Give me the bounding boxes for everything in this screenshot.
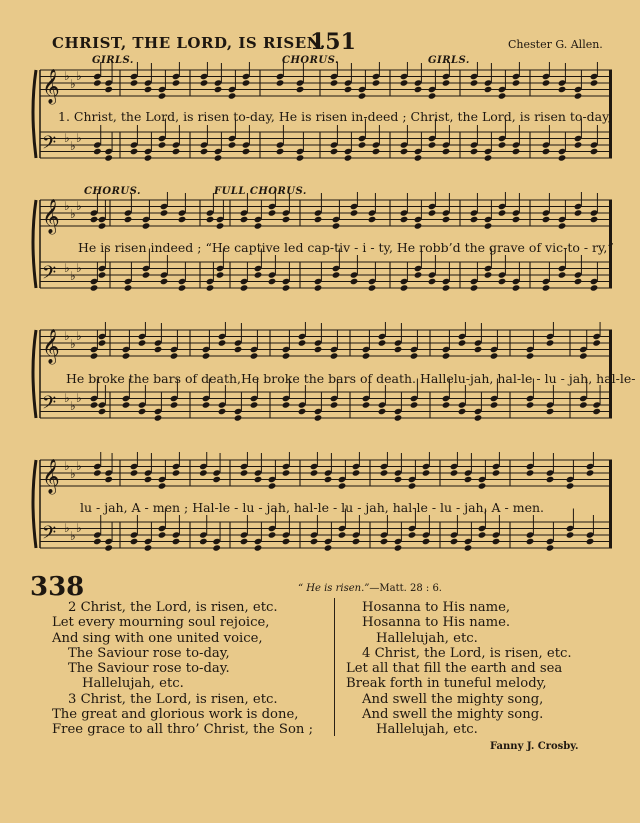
- note-head: [542, 79, 551, 86]
- note-head: [526, 401, 535, 408]
- note-head: [93, 469, 102, 476]
- note-head: [484, 86, 493, 93]
- note-head: [268, 531, 277, 538]
- note-head: [410, 352, 419, 359]
- note-head: [242, 79, 251, 86]
- note-head: [282, 401, 291, 408]
- note-head: [142, 271, 151, 278]
- note-head: [202, 352, 211, 359]
- note-head: [93, 538, 102, 545]
- note-head: [104, 86, 113, 93]
- note-head: [542, 284, 551, 291]
- note-head: [250, 401, 259, 408]
- note-head: [350, 209, 359, 216]
- note-head: [144, 544, 153, 551]
- note-head: [542, 148, 551, 155]
- note-head: [332, 222, 341, 229]
- note-head: [546, 476, 555, 483]
- note-head: [172, 148, 181, 155]
- note-head: [378, 339, 387, 346]
- flat-sign: ♭: [64, 459, 70, 473]
- note-head: [586, 469, 595, 476]
- note-head: [104, 476, 113, 483]
- direction-girls: GIRLS.: [428, 55, 470, 66]
- lyric-line-4: lu - jah, A - men ; Hal-le - lu - jah, hal-le - lu - jah, hal-le - lu - jah, A - men.: [80, 500, 545, 515]
- verse-line: Hallelujah, etc.: [376, 722, 478, 738]
- note-head: [590, 216, 599, 223]
- verse-line: And swell the mighty song.: [362, 707, 544, 723]
- note-head: [408, 531, 417, 538]
- note-head: [206, 284, 215, 291]
- note-head: [228, 141, 237, 148]
- note-head: [478, 531, 487, 538]
- note-head: [490, 401, 499, 408]
- note-head: [442, 79, 451, 86]
- note-head: [138, 408, 147, 415]
- note-head: [254, 544, 263, 551]
- note-head: [428, 209, 437, 216]
- note-head: [492, 538, 501, 545]
- note-head: [276, 79, 285, 86]
- note-head: [362, 352, 371, 359]
- note-head: [330, 401, 339, 408]
- flat-sign: ♭: [64, 391, 70, 405]
- flat-sign: ♭: [64, 199, 70, 213]
- note-head: [170, 352, 179, 359]
- flat-sign: ♭: [76, 391, 82, 405]
- reference-quote: “ He is risen.”: [298, 583, 370, 594]
- note-head: [498, 209, 507, 216]
- note-head: [566, 531, 575, 538]
- note-head: [414, 222, 423, 229]
- note-head: [144, 86, 153, 93]
- note-head: [240, 284, 249, 291]
- note-head: [254, 476, 263, 483]
- note-head: [358, 141, 367, 148]
- bass-clef: 𝄢: [42, 263, 57, 288]
- flat-sign: ♭: [76, 199, 82, 213]
- flat-sign: ♭: [64, 329, 70, 343]
- note-head: [484, 271, 493, 278]
- treble-clef: 𝄞: [42, 69, 60, 104]
- note-head: [330, 79, 339, 86]
- final-bar: [609, 460, 612, 548]
- note-head: [394, 476, 403, 483]
- note-head: [90, 216, 99, 223]
- note-head: [490, 352, 499, 359]
- flat-sign: ♭: [76, 131, 82, 145]
- note-head: [240, 216, 249, 223]
- note-head: [344, 86, 353, 93]
- note-head: [254, 271, 263, 278]
- note-head: [394, 346, 403, 353]
- flat-sign: ♭: [70, 269, 76, 283]
- flat-sign: ♭: [64, 521, 70, 535]
- note-head: [104, 544, 113, 551]
- verse-line: 2 Christ, the Lord, is risen, etc.: [68, 600, 278, 615]
- flat-sign: ♭: [70, 529, 76, 543]
- note-head: [93, 148, 102, 155]
- note-head: [90, 352, 99, 359]
- verse-line: And sing with one united voice,: [52, 630, 263, 646]
- note-head: [214, 154, 223, 161]
- note-head: [474, 414, 483, 421]
- note-head: [298, 339, 307, 346]
- system-brace: [33, 330, 36, 418]
- note-head: [314, 284, 323, 291]
- note-head: [268, 278, 277, 285]
- verse-line: Hosanna to His name.: [362, 615, 511, 631]
- flat-sign: ♭: [76, 261, 82, 275]
- note-head: [218, 339, 227, 346]
- flat-sign: ♭: [64, 69, 70, 83]
- note-head: [512, 284, 521, 291]
- verses-left-column: [52, 600, 313, 738]
- note-head: [470, 148, 479, 155]
- note-head: [276, 148, 285, 155]
- verse-line: And swell the mighty song,: [362, 691, 544, 707]
- note-head: [470, 216, 479, 223]
- note-head: [574, 141, 583, 148]
- bass-clef: 𝄢: [42, 393, 57, 418]
- note-head: [498, 141, 507, 148]
- note-head: [298, 408, 307, 415]
- note-head: [442, 352, 451, 359]
- note-head: [428, 278, 437, 285]
- note-head: [512, 216, 521, 223]
- note-head: [450, 469, 459, 476]
- flat-sign: ♭: [76, 329, 82, 343]
- note-head: [268, 482, 277, 489]
- note-head: [464, 544, 473, 551]
- note-head: [158, 531, 167, 538]
- flat-sign: ♭: [70, 399, 76, 413]
- note-head: [414, 86, 423, 93]
- note-head: [590, 284, 599, 291]
- flat-sign: ♭: [70, 467, 76, 481]
- lyric-line-3: He broke the bars of death,He broke the bars of death. Hallelu-jah, hal-le - lu - jah, hal-le-: [66, 371, 636, 386]
- verse-line: Let all that fill the earth and sea: [346, 661, 563, 677]
- note-head: [170, 401, 179, 408]
- note-head: [178, 216, 187, 223]
- note-head: [542, 216, 551, 223]
- note-head: [344, 154, 353, 161]
- note-head: [566, 482, 575, 489]
- note-head: [442, 401, 451, 408]
- note-head: [400, 284, 409, 291]
- note-head: [240, 538, 249, 545]
- direction-chorus: CHORUS.: [282, 55, 339, 66]
- verse-line: Let every mourning soul rejoice,: [52, 615, 270, 631]
- note-head: [172, 469, 181, 476]
- note-head: [474, 346, 483, 353]
- note-head: [282, 469, 291, 476]
- note-head: [546, 544, 555, 551]
- reference-source: —Matt. 28 : 6.: [369, 583, 442, 594]
- note-head: [282, 538, 291, 545]
- note-head: [160, 278, 169, 285]
- note-head: [240, 469, 249, 476]
- verse-line: Hallelujah, etc.: [82, 676, 184, 692]
- note-head: [158, 141, 167, 148]
- note-head: [160, 209, 169, 216]
- note-head: [546, 339, 555, 346]
- flat-sign: ♭: [76, 459, 82, 473]
- note-head: [498, 92, 507, 99]
- note-head: [254, 222, 263, 229]
- verse-line: The Saviour rose to-day.: [68, 661, 230, 677]
- note-head: [144, 476, 153, 483]
- note-head: [154, 414, 163, 421]
- note-head: [362, 401, 371, 408]
- note-head: [470, 79, 479, 86]
- note-head: [408, 482, 417, 489]
- verse-line: 4 Christ, the Lord, is risen, etc.: [362, 645, 572, 661]
- note-head: [400, 148, 409, 155]
- note-head: [268, 209, 277, 216]
- note-head: [154, 346, 163, 353]
- note-head: [558, 271, 567, 278]
- bass-clef: 𝄢: [42, 523, 57, 548]
- note-head: [526, 469, 535, 476]
- note-head: [512, 148, 521, 155]
- note-head: [368, 216, 377, 223]
- note-head: [138, 339, 147, 346]
- column-divider: [334, 598, 335, 736]
- note-head: [378, 408, 387, 415]
- note-head: [512, 79, 521, 86]
- note-head: [234, 414, 243, 421]
- note-head: [470, 284, 479, 291]
- note-head: [380, 538, 389, 545]
- note-head: [98, 408, 107, 415]
- note-head: [296, 154, 305, 161]
- note-head: [498, 278, 507, 285]
- note-head: [428, 92, 437, 99]
- note-head: [380, 469, 389, 476]
- verse-line: Hallelujah, etc.: [376, 630, 478, 646]
- treble-clef: 𝄞: [42, 199, 60, 234]
- note-head: [492, 469, 501, 476]
- note-head: [178, 284, 187, 291]
- note-head: [574, 209, 583, 216]
- note-head: [199, 469, 208, 476]
- note-head: [592, 339, 601, 346]
- note-head: [574, 278, 583, 285]
- note-head: [410, 401, 419, 408]
- note-head: [314, 216, 323, 223]
- note-head: [400, 79, 409, 86]
- note-head: [93, 79, 102, 86]
- note-head: [172, 79, 181, 86]
- note-head: [574, 92, 583, 99]
- note-head: [590, 148, 599, 155]
- note-head: [442, 284, 451, 291]
- note-head: [98, 271, 107, 278]
- system-brace: [33, 200, 36, 288]
- note-head: [368, 284, 377, 291]
- note-head: [130, 538, 139, 545]
- flat-sign: ♭: [70, 337, 76, 351]
- note-head: [216, 271, 225, 278]
- flat-sign: ♭: [64, 131, 70, 145]
- note-head: [526, 352, 535, 359]
- note-head: [352, 538, 361, 545]
- note-head: [579, 352, 588, 359]
- note-head: [478, 482, 487, 489]
- note-head: [98, 222, 107, 229]
- note-head: [324, 544, 333, 551]
- verse-line: Break forth in tuneful melody,: [346, 676, 547, 692]
- note-head: [372, 79, 381, 86]
- scripture-reference: [298, 583, 442, 594]
- note-head: [526, 538, 535, 545]
- composer-credit: Chester G. Allen.: [508, 38, 603, 51]
- note-head: [400, 216, 409, 223]
- note-head: [330, 148, 339, 155]
- note-head: [330, 352, 339, 359]
- note-head: [332, 271, 341, 278]
- note-head: [214, 86, 223, 93]
- note-head: [90, 284, 99, 291]
- note-head: [212, 476, 221, 483]
- note-head: [200, 148, 209, 155]
- note-head: [122, 352, 131, 359]
- note-head: [428, 141, 437, 148]
- note-head: [450, 538, 459, 545]
- note-head: [158, 92, 167, 99]
- note-head: [458, 339, 467, 346]
- verse-line: The great and glorious work is done,: [52, 707, 299, 723]
- note-head: [558, 86, 567, 93]
- note-head: [394, 414, 403, 421]
- note-head: [104, 154, 113, 161]
- page-number: 338: [30, 572, 85, 602]
- note-head: [296, 86, 305, 93]
- note-head: [314, 346, 323, 353]
- note-head: [592, 408, 601, 415]
- bass-clef: 𝄢: [42, 133, 57, 158]
- note-head: [122, 401, 131, 408]
- note-head: [558, 154, 567, 161]
- note-head: [130, 79, 139, 86]
- note-head: [199, 538, 208, 545]
- treble-clef: 𝄞: [42, 329, 60, 364]
- direction-girls: GIRLS.: [92, 55, 134, 66]
- note-head: [590, 79, 599, 86]
- note-head: [372, 148, 381, 155]
- note-head: [202, 401, 211, 408]
- direction-full-chorus: FULL CHORUS.: [214, 186, 307, 197]
- note-head: [124, 216, 133, 223]
- note-head: [206, 216, 215, 223]
- note-head: [546, 408, 555, 415]
- note-head: [282, 352, 291, 359]
- note-head: [90, 401, 99, 408]
- note-head: [484, 154, 493, 161]
- note-head: [242, 148, 251, 155]
- note-head: [414, 154, 423, 161]
- system-brace: [33, 70, 36, 158]
- note-head: [124, 284, 133, 291]
- flat-sign: ♭: [70, 139, 76, 153]
- system-brace: [33, 460, 36, 548]
- hymn-number: 151: [310, 29, 356, 55]
- treble-clef: 𝄞: [42, 459, 60, 494]
- note-head: [310, 538, 319, 545]
- note-head: [216, 222, 225, 229]
- author-credit: Fanny J. Crosby.: [490, 741, 579, 752]
- note-head: [586, 538, 595, 545]
- note-head: [352, 469, 361, 476]
- direction-chorus: CHORUS.: [84, 186, 141, 197]
- note-head: [144, 154, 153, 161]
- flat-sign: ♭: [64, 261, 70, 275]
- note-head: [442, 216, 451, 223]
- lyric-line-1: 1. Christ, the Lord, is risen to-day, He is risen in-deed ; Christ, the Lord, is risen to-day,: [58, 109, 612, 124]
- note-head: [250, 352, 259, 359]
- note-head: [234, 346, 243, 353]
- note-head: [212, 544, 221, 551]
- note-head: [282, 216, 291, 223]
- note-head: [484, 222, 493, 229]
- note-head: [464, 476, 473, 483]
- verses-right-column: [346, 600, 572, 738]
- flat-sign: ♭: [76, 521, 82, 535]
- flat-sign: ♭: [70, 207, 76, 221]
- note-head: [350, 278, 359, 285]
- note-head: [579, 401, 588, 408]
- note-head: [310, 469, 319, 476]
- note-head: [158, 482, 167, 489]
- note-head: [142, 222, 151, 229]
- note-head: [314, 414, 323, 421]
- note-head: [422, 538, 431, 545]
- note-head: [130, 148, 139, 155]
- note-head: [414, 271, 423, 278]
- note-head: [338, 531, 347, 538]
- note-head: [200, 79, 209, 86]
- note-head: [130, 469, 139, 476]
- note-head: [338, 482, 347, 489]
- note-head: [442, 148, 451, 155]
- flat-sign: ♭: [70, 77, 76, 91]
- note-head: [98, 339, 107, 346]
- note-head: [324, 476, 333, 483]
- note-head: [218, 408, 227, 415]
- verse-line: Free grace to all thro’ Christ, the Son ;: [52, 722, 314, 738]
- note-head: [172, 538, 181, 545]
- verse-line: The Saviour rose to-day,: [68, 645, 230, 661]
- note-head: [422, 469, 431, 476]
- note-head: [358, 92, 367, 99]
- hymn-title: CHRIST, THE LORD, IS RISEN.: [52, 34, 326, 52]
- flat-sign: ♭: [76, 69, 82, 83]
- verse-line: Hosanna to His name,: [362, 600, 511, 615]
- note-head: [558, 222, 567, 229]
- note-head: [458, 408, 467, 415]
- lyric-line-2: He is risen indeed ; “He captive led cap-tiv - i - ty, He robb’d the grave of vic-to - ry,”: [78, 240, 614, 255]
- note-head: [282, 284, 291, 291]
- verse-line: 3 Christ, the Lord, is risen, etc.: [68, 691, 278, 707]
- note-head: [394, 544, 403, 551]
- note-head: [228, 92, 237, 99]
